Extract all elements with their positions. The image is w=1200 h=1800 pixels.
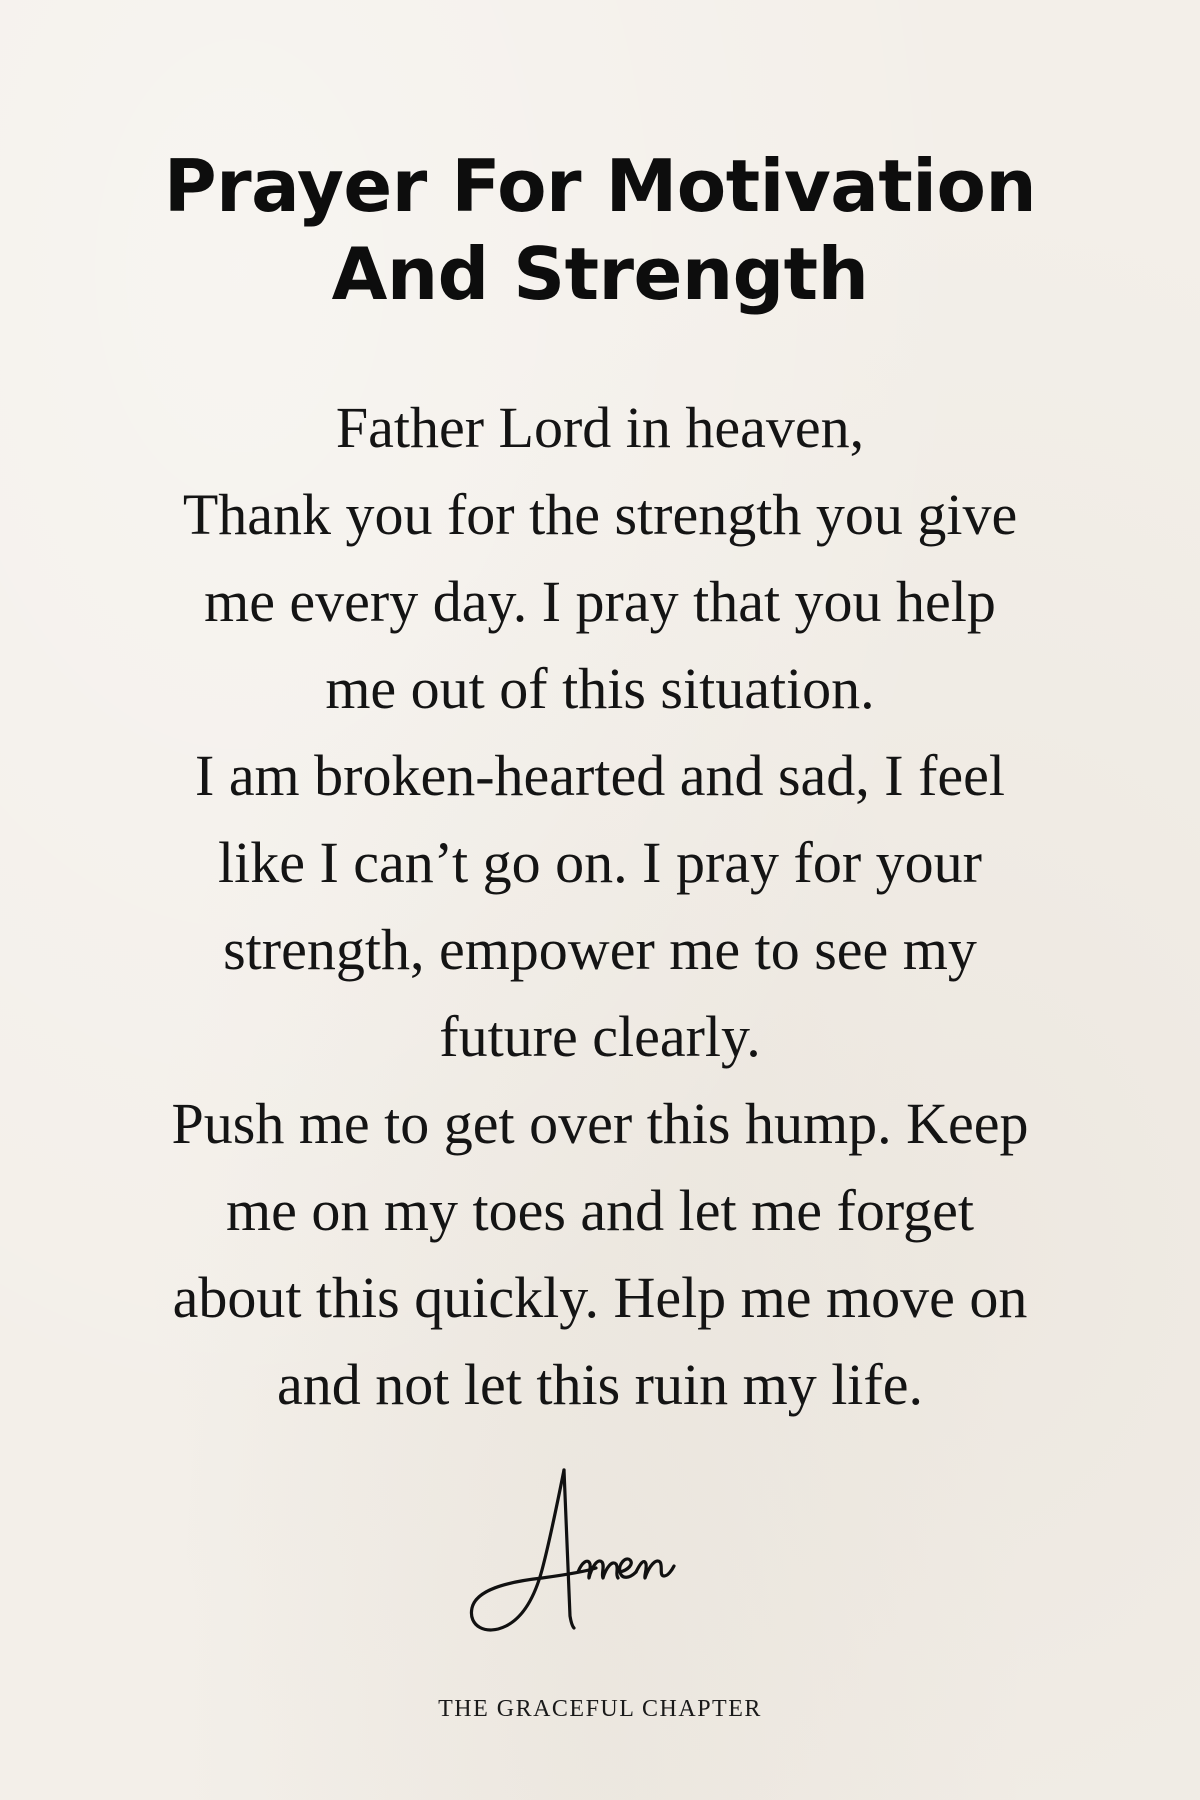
amen-letter-a-leg: [564, 1470, 574, 1628]
amen-letter-e: [620, 1559, 636, 1577]
prayer-body: [60, 384, 1140, 1428]
prayer-line: Thank you for the strength you give: [182, 482, 1018, 547]
prayer-line: I am broken-hearted and sad, I feel: [195, 743, 1005, 808]
amen-letter-a: [471, 1470, 596, 1630]
prayer-line: future clearly.: [439, 1004, 761, 1069]
prayer-line: Father Lord in heaven,: [335, 395, 865, 460]
title-line-1: Prayer For Motivation: [163, 144, 1037, 228]
prayer-line: like I can’t go on. I pray for your: [218, 830, 982, 895]
prayer-line: and not let this ruin my life.: [277, 1352, 923, 1417]
title-line-2: And Strength: [331, 232, 869, 316]
prayer-line: me on my toes and let me forget: [226, 1178, 974, 1243]
prayer-line: me out of this situation.: [325, 656, 875, 721]
footer-brand: THE GRACEFUL CHAPTER: [438, 1696, 762, 1722]
prayer-line: about this quickly. Help me move on: [172, 1265, 1028, 1330]
amen-letter-n: [636, 1561, 674, 1578]
prayer-line: Push me to get over this hump. Keep: [171, 1091, 1029, 1156]
prayer-line: strength, empower me to see my: [223, 917, 977, 982]
page-title: [0, 142, 1200, 318]
prayer-line: me every day. I pray that you help: [204, 569, 996, 634]
amen-signature: [460, 1460, 710, 1650]
